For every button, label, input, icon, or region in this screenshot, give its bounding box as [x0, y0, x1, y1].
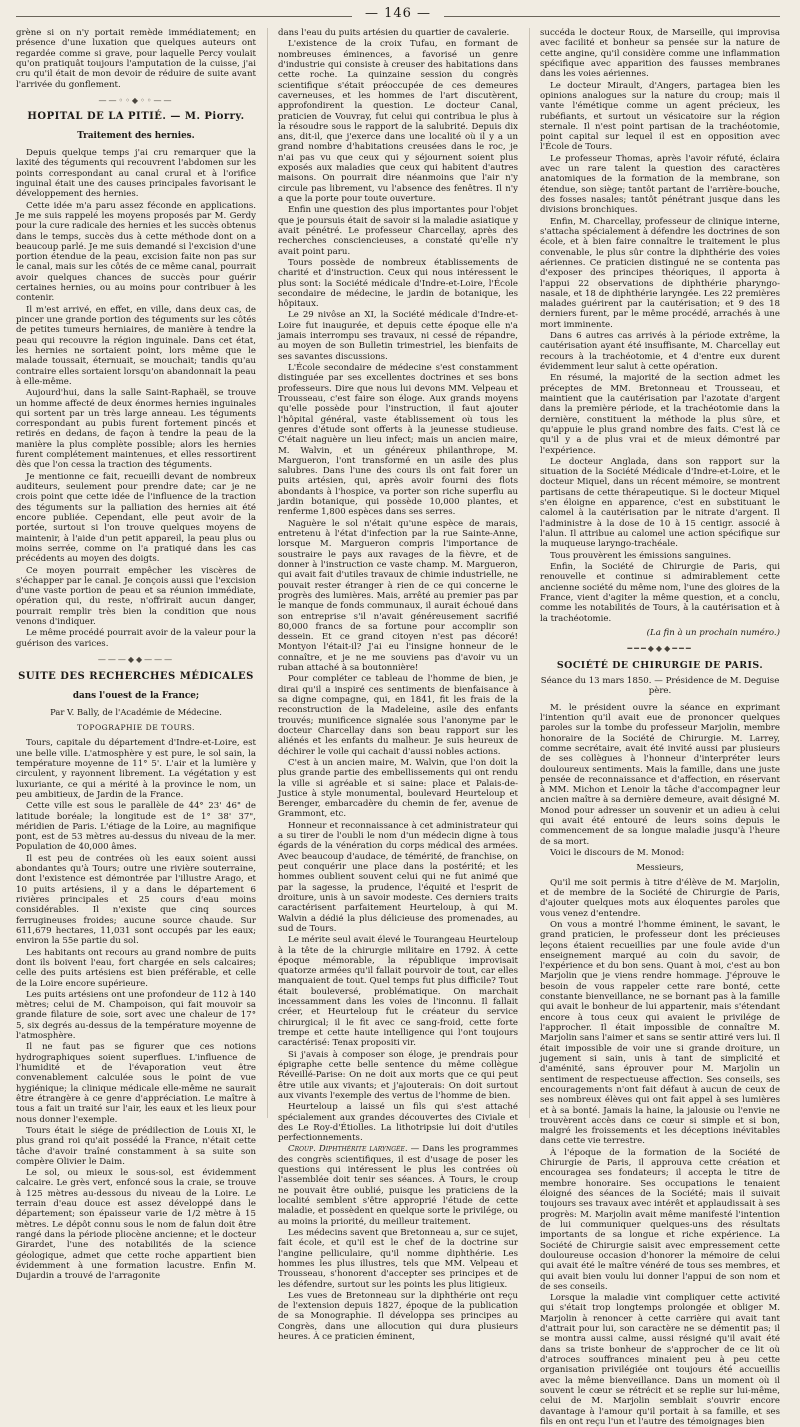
paragraph: À l'époque de la formation de la Société de Chirurgie de Paris, il approuva cette création et encouragea ses fondateurs; il accepta le titre de membre honoraire. Ses occupations le tenaient éloigné des séances de la Société; mais il suivait toujours ses travaux avec intérêt et applaudissait à ses progrès: M. Marjolin avait même manifesté l'intention de lui communiquer quelques-uns des résultats importants de sa longue et riche expérience. La Société de Chirurgie saisit avec empressement cette douloureuse occasion d'honorer la mémoire de celui qui avait été le maître vénéré de tous ses membres, et qui avait bien voulu lui donner l'appui de son nom et de ses conseils.: [540, 1147, 780, 1292]
ornamental-divider: ━━━◆◆◆━━━: [627, 644, 693, 654]
paragraph: succéda le docteur Roux, de Marseille, qui improvisa avec facilité et bonheur sa pensée sur la nature de cette angine, qu'il considère comme une inflammation spécifique avec apparition des fausses membranes dans les voies aériennes.: [540, 28, 780, 80]
paragraph: Les puits artésiens ont une profondeur de 112 à 140 mètres; celui de M. Champoison, qui fait mouvoir sa grande filature de soie, sort avec une chaleur de 17° 5, six degrés au-dessus de la température moyenne de l'atmosphère.: [16, 989, 256, 1042]
article-author: Par V. Bally, de l'Académie de Médecine.: [50, 707, 222, 718]
paragraph: Je mentionne ce fait, recueilli devant de nombreux auditeurs, seulement pour prendre date; car je ne crois point que cette idée de l'influence de la traction des téguments sur la palliation des hernies ait été encore publiée. Cependant, elle peut avoir de la portée, surtout si l'on trouve quelques moyens de maintenir, à l'aide d'un petit appareil, la peau plus ou moins serrée, comme on l'a pratiqué dans les cas précédents au moyen des doigts.: [16, 471, 256, 565]
session-line: Séance du 13 mars 1850. — Présidence de M. Deguise père.: [540, 676, 780, 697]
paragraph: Cette idée m'a paru assez féconde en applications. Je me suis rappelé les moyens proposés par M. Gerdy pour la cure radicale des hernies et les succès obtenus dans le temps, succès dus à cette méthode dont on a beaucoup parlé. Je me suis demandé si l'excision d'une portion étendue de la peau, excision faite non pas sur le canal, mais sur les côtés de ce même canal, pourrait avoir quelques chances de succès pour guérir certaines hernies, ou au moins pour contribuer à les contenir.: [16, 200, 256, 304]
paragraph: grène si on n'y portait remède immédiatement; en présence d'une luxation que quelques auteurs ont regardée comme si grave, pour laquelle Percy voulait qu'on pratiquât toujours l'amputation de la cuisse, j'ai cru qu'il était de mon devoir de réduire de suite avant l'arrivée du gonflement.: [16, 28, 256, 90]
section-subtitle-hernies: Traitement des hernies.: [77, 131, 195, 142]
page-header: [16, 6, 780, 28]
paragraph: Le sol, ou mieux le sous-sol, est évidemment calcaire. Le grès vert, enfoncé sous la craie, se trouve à 125 mètres au-dessous du niveau de la Loire. Le terrain d'eau douce est assez développé dans le département; son épaisseur varie de 1/2 mètre à 15 mètres. Le dépôt connu sous le nom de falun doit être rangé dans la période pliocène ancienne; et le docteur Girardet, l'une des notabilités de la science géologique, admet que cette roche appartient bien évidemment à une formation lacustre. Enfin M. Dujardin a trouvé de l'arragonite: [16, 1168, 256, 1282]
paragraph: Tours était le siége de prédilection de Louis XI, le plus grand roi qu'ait possédé la France, n'était cette tâche d'avoir traîné constamment à sa suite son compère Olivier le Daim.: [16, 1125, 256, 1167]
page-number: — 146 —: [364, 6, 432, 21]
paragraph: Le même procédé pourrait avoir de la valeur pour la guérison des varices.: [16, 628, 256, 649]
croup-lead: Croup. Diphthérite laryngée.: [288, 1144, 408, 1155]
paragraph: Aujourd'hui, dans la salle Saint-Raphaël, se trouve un homme affecté de deux énormes hernies inguinales qui sortent par un très large anneau. Les téguments correspondant au pubis furent fortement pincés et retirés en dedans, de façon à tendre la peau de la manière la plus complète possible; alors les hernies furent complétement maintenues, et elles ressortirent dès que l'on cessa la traction des téguments.: [16, 388, 256, 471]
paragraph: L'existence de la croix Tufau, en formant de nombreuses éminences, a favorisé un genre d'industrie qui consiste à creuser des habitations dans cette roche. La quinzaine session du congrès scientifique s'était préoccupée de ces demeures caverneuses, et les hommes de l'art discutèrent, approfondirent la question. Le docteur Canal, praticien de Vouvray, fut celui qui contribua le plus à la résoudre sous le rapport de la salubrité. Depuis dix ans, dit-il, que j'exerce dans une localité où il y a un grand nombre d'habitations creusées dans le roc, je n'ai pas vu que ceux qui y séjournent soient plus exposés aux maladies que ceux qui habitent d'autres maisons. On pourrait dire néanmoins que l'air n'y circule pas librement, vu l'absence des fenêtres. Il n'y a que la porte pour toute ouverture.: [278, 39, 518, 204]
section-subtitle-topographie: TOPOGRAPHIE DE TOURS.: [77, 723, 195, 733]
column-3: [529, 28, 780, 1427]
section-title-societe: SOCIÉTÉ DE CHIRURGIE DE PARIS.: [556, 659, 764, 671]
paragraph: Naguère le sol n'était qu'une espèce de marais, entretenu à l'état d'infection par la rue Sainte-Anne, lorsque M. Margueron compris l'importance de soustraire le pays aux ravages de la fièvre, et de donner à l'instruction ce vaste champ. M. Margueron, qui avait fait d'utiles travaux de chimie industrielle, ne pouvait rester étranger à rien de ce qui concerne le progrès des lumières. Mais, arrêté au premier pas par le manque de fonds communaux, il aurait échoué dans son entreprise s'il n'avait généreusement sacrifié 80,000 francs de sa fortune pour accomplir son dessein. Et ce grand citoyen n'est pas décoré! Montyon l'était-il? J'ai eu l'insigne honneur de le connaître, et je ne me souviens pas d'avoir vu un ruban attaché à sa boutonnière!: [278, 518, 518, 674]
croup-text: — Dans les programmes des congrès scientifiques, il est d'usage de poser les questions qui intéressent le plus les contrées où l'assemblée doit tenir ses séances. À Tours, le croup ne pouvait être oublié, puisque les praticiens de la localité semblent s'être approprié l'étude de cette maladie, et possèdent en quelque sorte le privilége, ou au moins la priorité, du meilleur traitement.: [278, 1144, 518, 1227]
paragraph: Depuis quelque temps j'ai cru remarquer que la laxité des téguments qui recouvrent l'abdomen sur les points correspondant au canal crural et à l'orifice inguinal était une des causes principales favorisant le développement des hernies.: [16, 148, 256, 200]
paragraph: Ce moyen pourrait empêcher les viscères de s'échapper par le canal. Je conçois aussi que l'excision d'une vaste portion de peau et sa réunion immédiate, opération qui, du reste, n'offrirait aucun danger, pourrait remplir très bien la condition que nous venons d'indiquer.: [16, 565, 256, 628]
paragraph: Le docteur Anglada, dans son rapport sur la situation de la Société Médicale d'Indre-et-Loire, et le docteur Miquel, dans un récent mémoire, se montrent partisans de cette thérapeutique. Si le docteur Miquel s'en éloigne en apparence, c'est en substituant le calomel à la cautérisation par le nitrate d'argent. Il l'administre à la dose de 10 à 15 centigr. associé à l'alun. Il attribue au calomel une action spécifique sur la muqueuse laryngo-trachéale.: [540, 456, 780, 550]
paragraph: L'École secondaire de médecine s'est constamment distinguée par ses excellentes doctrines et ses bons professeurs. Dire que nous lui devons MM. Velpeau et Trousseau, c'est faire son éloge. Aux grands moyens qu'elle possède pour l'instruction, il faut ajouter l'hôpital général, vaste établissement où tous les genres d'étude sont offerts à la jeunesse studieuse. C'était naguère un lieu infect; mais un ancien maire, M. Walvin, et un généreux philanthrope, M. Margueron, l'ont transformé en un asile des plus salubres. Dans l'une des cours ils ont fait forer un puits artésien, qui, après avoir fourni des flots abondants à l'hospice, va porter son riche superflu au jardin botanique, qui possède 10,000 plantes, et renferme 1,800 espèces dans ses serres.: [278, 363, 518, 518]
speech-salutation: Messieurs,: [636, 863, 684, 874]
continuation-note: (La fin à un prochain numéro.): [646, 627, 780, 638]
paragraph: Les habitants ont recours au grand nombre de puits dont ils boivent l'eau, fort chargée en sels calcaires; celle des puits artésiens est bien préférable, et celle de la Loire encore supérieure.: [16, 947, 256, 989]
paragraph: Tours possède de nombreux établissements de charité et d'instruction. Ceux qui nous intéressent le plus sont: la Société médicale d'Indre-et-Loire, l'École secondaire de médecine, le jardin de botanique, les hôpitaux.: [278, 257, 518, 310]
paragraph: On vous a montré l'homme éminent, le savant, le grand praticien, le professeur dont les précieuses leçons étaient recueillies par une foule avide d'un enseignement marqué au coin du savoir, de l'expérience et du bon sens. Quant à moi, c'est au bon Marjolin que je viens rendre hommage. J'éprouve le besoin de vous rappeler cette rare bonté, cette constante bienveillance, ne se bornant pas à la famille qui avait le bonheur de lui appartenir, mais s'étendant encore à tous ceux qui avaient le privilége de l'approcher. Il était impossible de connaître M. Marjolin sans l'aimer et sans se sentir attiré vers lui. Il était impossible de voir une si grande droiture, un jugement si sain, unis à tant de simplicité et d'aménité, sans éprouver pour M. Marjolin un sentiment de respectueuse affection. Ses conseils, ses encouragements n'ont fait défaut à aucun de ceux de ses nombreux élèves qui ont fait appel à ses lumières et à sa bonté. Jamais la haine, la jalousie ou l'envie ne trouvèrent accès dans ce cœur si simple et si bon, malgré les froissements et les déceptions inévitables dans cette vie terrestre.: [540, 919, 780, 1147]
paragraph: Il est peu de contrées où les eaux soient aussi abondantes qu'à Tours; outre une rivière souterraine, dont l'existence est démontrée par l'illustre Arago, et 10 puits artésiens, il y a dans le département 6 rivières principales et 25 cours d'eau moins considérables. Il n'existe que cinq sources ferrugineuses froides; aucune source chaude. Sur 611,679 hectares, 11,031 sont occupés par les eaux; environ la 55e partie du sol.: [16, 853, 256, 947]
paragraph: Voici le discours de M. Monod:: [550, 848, 685, 858]
paragraph: Il ne faut pas se figurer que ces notions hydrographiques soient superflues. L'influence de l'humidité et de l'évaporation veut être convenablement calculée sous le point de vue hygiénique; la clinique médicale elle-même ne saurait être étrangère à ce genre d'appréciation. Le maître à tous a fait un traité sur l'air, les eaux et les lieux pour nous donner l'exemple.: [16, 1042, 256, 1125]
paragraph: En résumé, la majorité de la section admet les préceptes de MM. Bretonneau et Trousseau, et maintient que la cautérisation par l'azotate d'argent dans la première période, et la trachéotomie dans la dernière, constituent la méthode la plus sûre, et qu'appuie le plus grand nombre des faits. C'est là ce qu'il y a de plus vrai et de mieux démontré par l'expérience.: [540, 373, 780, 456]
column-1: [16, 28, 256, 1282]
paragraph: Le mérite seul avait élevé le Tourangeau Heurteloup à la tête de la chirurgie militaire en 1792. À cette époque mémorable, la république improvisait quatorze armées qu'il fallait pourvoir de tout, car elles manquaient de tout. Quel temps fut plus difficile? Tout était bouleversé, problématique. On marchait incessamment dans les voies de l'inconnu. Il fallait créer, et Heurteloup fut le créateur du service chirurgical; il le fit avec ce sang-froid, cette forte trempe et cette haute intelligence qui l'ont toujours caractérisé: Tenax propositi vir.: [278, 935, 518, 1049]
text-columns: [16, 28, 780, 1427]
paragraph: Dans 6 autres cas arrivés à la période extrême, la cautérisation ayant été insuffisante, M. Charcellay eut recours à la trachéotomie, et 4 d'entre eux durent évidemment leur salut à cette opération.: [540, 331, 780, 372]
paragraph: dans l'eau du puits artésien du quartier de cavalerie.: [278, 28, 510, 38]
paragraph: Les médecins savent que Bretonneau a, sur ce sujet, fait école, et qu'il est le chef de la doctrine sur l'angine pelliculaire, qu'il nomme diphthérie. Les hommes les plus illustres, tels que MM. Velpeau et Trousseau, s'honorent d'accepter ses principes et de les défendre, surtout sur les points les plus litigieux.: [278, 1227, 518, 1290]
paragraph: M. le président ouvre la séance en exprimant l'intention qu'il avait eue de prononcer quelques paroles sur la tombe du professeur Marjolin, membre honoraire de la Société de Chirurgie. M. Larrey, comme secrétaire, avait été invité aussi par plusieurs de ses collègues à l'honneur d'interpréter leurs douloureux sentiments. Mais la famille, dans une juste pensée de reconnaissance et d'affection, en réservant à MM. Michon et Lenoir la tâche d'accompagner leur ancien maître à sa dernière demeure, avait désigné M. Monod pour adresser un souvenir et un adieu à celui qui avait été entouré de leurs soins depuis le commencement de sa longue maladie jusqu'à l'heure de sa mort.: [540, 702, 780, 847]
paragraph: Tours, capitale du département d'Indre-et-Loire, est une belle ville. L'atmosphère y est pure, le sol sain, la température moyenne de 11° 5'. L'air et la lumière y circulent, y rayonnent librement. La végétation y est luxuriante, ce qui a mérité à la province le nom, un peu ambitieux, de Jardin de la France.: [16, 738, 256, 800]
ornamental-divider: ———◆◆———: [97, 655, 175, 665]
paragraph: Enfin, la Société de Chirurgie de Paris, qui renouvelle et continue si admirablement cette ancienne société du même nom, l'une des gloires de la France, vient d'agiter la même question, et a conclu, comme les notabilités de Tours, à la cautérisation et à la trachéotomie.: [540, 561, 780, 624]
paragraph: Pour compléter ce tableau de l'homme de bien, je dirai qu'il a inspiré ces sentiments de bienfaisance à sa digne compagne, qui, en 1841, fit les frais de la reconstruction de la Madeleine, asile des enfants trouvés; munificence signalée sous l'anonyme par le docteur Charcellay dans son beau rapport sur les aliénés et les enfants du malheur. Je suis heureux de déchirer le voile qui cachait d'aussi nobles actions.: [278, 674, 518, 757]
paragraph: Qu'il me soit permis à titre d'élève de M. Marjolin, et de membre de la Société de Chirurgie de Paris, d'ajouter quelques mots aux éloquentes paroles que vous venez d'entendre.: [540, 877, 780, 919]
section-title-pitie: HOPITAL DE LA PITIÉ. — M. Piorry.: [27, 111, 245, 123]
ornamental-divider: ——◦◦◆◦◦——: [98, 95, 174, 105]
header-rule-right: [444, 16, 780, 17]
paragraph: Cette ville est sous le parallèle de 44° 23' 46" de latitude boréale; la longitude est de 1° 38' 37", méridien de Paris. L'étiage de la Loire, au magnifique pont, est de 53 mètres au-dessus du niveau de la mer. Population de 40,000 âmes.: [16, 801, 256, 853]
paragraph: C'est à un ancien maire, M. Walvin, que l'on doit la plus grande partie des embellissements qui ont rendu la ville si agréable et si saine: place et Palais-de-Justice à style monumental, boulevard Heurteloup et Berenger, embarcadère du chemin de fer, avenue de Grammont, etc.: [278, 757, 518, 820]
paragraph: Le 29 nivôse an XI, la Société médicale d'Indre-et-Loire fut inaugurée, et depuis cette époque elle n'a jamais interrompu ses travaux, ni cessé de répandre, au moyen de son Bulletin trimestriel, les bienfaits de ses savantes discussions.: [278, 310, 518, 362]
paragraph: Le docteur Mirault, d'Angers, partagea bien les opinions analogues sur la nature du croup; mais il vante l'émétique comme un agent précieux, les rubéfiants, et surtout un vésicatoire sur la région sternale. Il n'est point partisan de la trachéotomie, point capital sur lequel il est en opposition avec l'École de Tours.: [540, 80, 780, 153]
column-2: [267, 28, 518, 1343]
paragraph: Si j'avais à composer son éloge, je prendrais pour épigraphe cette belle sentence du même collègue Réveillé-Parise: On ne doit aux morts que ce qui peut être utile aux vivants; et j'ajouterais: On doit surtout aux vivants l'exemple des vertus de l'homme de bien.: [278, 1049, 518, 1101]
paragraph: Tous prouvèrent les émissions sanguines.: [550, 550, 732, 561]
paragraph: Heurteloup a laissé un fils qui s'est attaché spécialement aux grandes découvertes des Civiale et des Le Roy-d'Étiolles. La lithotripsie lui doit d'utiles perfectionnements.: [278, 1102, 518, 1144]
paragraph: Le professeur Thomas, après l'avoir réfuté, éclaira avec un rare talent la question des caractères anatomiques de la formation de la membrane, son étendue, son siège; tantôt partant de l'arrière-bouche, des fosses nasales; tantôt pénétrant jusque dans les divisions bronchiques.: [540, 153, 780, 216]
paragraph: Il m'est arrivé, en effet, en ville, dans deux cas, de pincer une grande portion des téguments sur les côtés de petites tumeurs herniaires, de manière à tendre la peau qui recouvre la région inguinale. Dans cet état, les hernies ne sortaient point, lors même que le malade toussait, éternuait, se mouchait; tandis qu'au contraire elles sortaient lorsqu'on abandonnait la peau à elle-même.: [16, 304, 256, 387]
paragraph: Enfin, M. Charcellay, professeur de clinique interne, s'attacha spécialement à défendre les doctrines de son école, et à bien faire connaître le traitement le plus convenable, le plus sûr contre la diphthérie des voies aériennes. Ce praticien distingué ne se contenta pas d'exposer des principes théoriques, il apporta à l'appui 22 observations de diphthérie pharyngo-nasale, et 18 de diphthérie laryngée. Les 22 premières malades guérirent par la cautérisation; et 9 des 18 derniers furent, par le même procédé, arrachés à une mort imminente.: [540, 216, 780, 330]
paragraph: Les vues de Bretonneau sur la diphthérie ont reçu de l'extension depuis 1827, époque de la publication de sa Monographie. Il développa ses principes au Congrès, dans une allocution qui dura plusieurs heures. À ce praticien éminent,: [278, 1290, 518, 1343]
section-subtitle-ouest: dans l'ouest de la France;: [72, 690, 200, 701]
paragraph: Honneur et reconnaissance à cet administrateur qui a su tirer de l'oubli le nom d'un médecin digne à tous égards de la vénération du corps médical des armées. Avec beaucoup d'audace, de témérité, de franchise, on peut conquérir une place dans la postérité; et les hommes oublient souvent celui qui ne fut animé que par la sagesse, la prudence, l'équité et l'esprit de droiture, unis à un savoir modeste. Ces derniers traits caractérisent parfaitement Heurteloup, à qui M. Walvin a dédié la plus délicieuse des promenades, au sud de Tours.: [278, 820, 518, 934]
paragraph-croup: [278, 1144, 518, 1227]
paragraph: Enfin une question des plus importantes pour l'objet que je poursuis était de savoir si la maladie asiatique y avait pénétré. Le professeur Charcellay, après des recherches consciencieuses, a constaté qu'elle n'y avait point paru.: [278, 205, 518, 257]
paragraph: Lorsque la maladie vint compliquer cette activité qui s'était trop longtemps prolongée et obliger M. Marjolin à renoncer à cette carrière qui avait tant d'attrait pour lui, son caractère ne se démentit pas; il se montra aussi calme, aussi résigné qu'il avait été dans sa triste bonheur de s'approcher de ce lit où d'atroces souffrances minaient peu à peu cette organisation privilégiée ont toujours été accueillis avec la même bienveillance. Dans un moment où il souvent le cœur se rétrécit et se replie sur lui-même, celui de M. Marjolin semblait s'ouvrir encore davantage à l'amour qu'il portait à sa famille, et ses fils en ont reçu l'un et l'autre des témoignages bien: [540, 1293, 780, 1427]
section-title-recherches: SUITE DES RECHERCHES MÉDICALES: [18, 670, 254, 682]
